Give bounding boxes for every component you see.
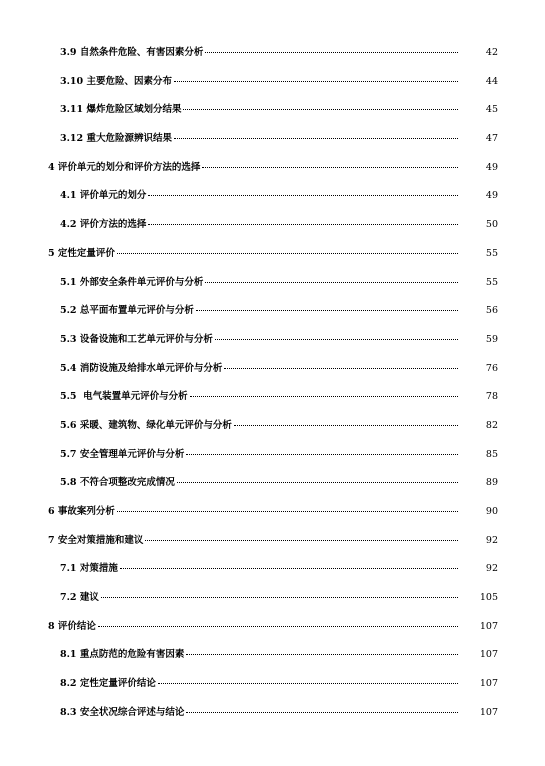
- toc-entry[interactable]: [0, 466, 545, 495]
- toc-entry[interactable]: [0, 323, 545, 352]
- toc-entry-title: 5.8 不符合项整改完成情况: [60, 477, 175, 489]
- toc-entry[interactable]: [0, 179, 545, 208]
- toc-page-number: 47: [485, 133, 498, 145]
- toc-page-number: 42: [485, 47, 498, 58]
- toc-entry[interactable]: [0, 667, 545, 696]
- toc-entry-title: 4.1 评价单元的划分: [60, 190, 147, 202]
- toc-entry-title: 5.7 安全管理单元评价与分析: [60, 448, 185, 460]
- toc-entry[interactable]: [0, 122, 545, 151]
- toc-entry-title: 6 事故案列分析: [48, 506, 115, 517]
- toc-dot-leader: [183, 109, 458, 110]
- toc-entry-title: 8.3 安全状况综合评述与结论: [60, 706, 185, 718]
- toc-entry-title: 7 安全对策措施和建议: [48, 534, 144, 546]
- toc-dot-leader: [234, 425, 458, 426]
- toc-dot-leader: [196, 310, 458, 311]
- toc-page-number: 45: [485, 104, 498, 116]
- toc-dot-leader: [145, 540, 458, 541]
- toc-page-number: 85: [485, 448, 498, 460]
- toc-entry-title: 7.2 建议: [60, 592, 99, 604]
- toc-entry[interactable]: [0, 208, 545, 237]
- toc-dot-leader: [148, 224, 458, 225]
- toc-page-number: 55: [485, 276, 498, 288]
- toc-entry[interactable]: [0, 409, 545, 438]
- toc-page-number: 55: [485, 247, 498, 259]
- toc-entry-title: 3.12 重大危险源辨识结果: [60, 133, 172, 145]
- toc-entry[interactable]: [0, 380, 545, 409]
- toc-dot-leader: [101, 597, 458, 598]
- toc-page-number: 59: [485, 333, 498, 345]
- toc-dot-leader: [205, 52, 458, 53]
- toc-dot-leader: [120, 568, 458, 569]
- toc-entry[interactable]: [0, 65, 545, 94]
- toc-entry-title: 7.1 对策措施: [60, 563, 118, 575]
- toc-page-number: 89: [485, 477, 498, 489]
- toc-entry-title: 5 定性定量评价: [48, 247, 115, 259]
- toc-dot-leader: [117, 511, 458, 512]
- toc-entry[interactable]: [0, 524, 545, 553]
- toc-page-number: 44: [485, 75, 498, 87]
- toc-dot-leader: [186, 712, 458, 713]
- toc-entry[interactable]: [0, 638, 545, 667]
- toc-dot-leader: [174, 138, 458, 139]
- toc-dot-leader: [205, 282, 458, 283]
- toc-entry-title: 8.1 重点防范的危险有害因素: [60, 649, 185, 661]
- toc-dot-leader: [215, 339, 458, 340]
- toc-entry-title: 5.4 消防设施及给排水单元评价与分析: [60, 362, 223, 374]
- toc-entry[interactable]: [0, 581, 545, 610]
- toc-dot-leader: [202, 167, 458, 168]
- toc-entry-title: 5.3 设备设施和工艺单元评价与分析: [60, 333, 213, 345]
- toc-dot-leader: [98, 626, 458, 627]
- toc-page-number: 107: [479, 649, 498, 661]
- toc-entry-title: 5.1 外部安全条件单元评价与分析: [60, 276, 204, 288]
- toc-dot-leader: [117, 253, 458, 254]
- toc-dot-leader: [177, 482, 458, 483]
- toc-page-number: 107: [479, 706, 498, 718]
- toc-page-number: 107: [479, 620, 498, 632]
- toc-dot-leader: [158, 683, 458, 684]
- toc-page-number: 92: [485, 534, 498, 546]
- toc-entry-title: 5.6 采暖、建筑物、绿化单元评价与分析: [60, 419, 232, 431]
- toc-entry[interactable]: [0, 93, 545, 122]
- toc-page-number: 82: [485, 419, 498, 431]
- toc-entry-title: 8.2 定性定量评价结论: [60, 678, 156, 690]
- toc-entry[interactable]: [0, 294, 545, 323]
- toc-entry-title: 5.2 总平面布置单元评价与分析: [60, 305, 194, 317]
- toc-entry[interactable]: [0, 696, 545, 725]
- toc-entry-title: 3.9 自然条件危险、有害因素分析: [60, 47, 204, 58]
- toc-dot-leader: [186, 654, 458, 655]
- toc-dot-leader: [174, 81, 458, 82]
- toc-dot-leader: [224, 368, 458, 369]
- toc-entry-title: 3.11 爆炸危险区域划分结果: [60, 104, 182, 116]
- toc-entry-title: 5.5 电气装置单元评价与分析: [60, 391, 188, 403]
- toc-entry[interactable]: [0, 438, 545, 467]
- toc-entry[interactable]: [0, 610, 545, 639]
- toc-dot-leader: [148, 195, 458, 196]
- toc-dot-leader: [186, 454, 458, 455]
- toc-page-number: 78: [485, 391, 498, 403]
- toc-entry[interactable]: [0, 352, 545, 381]
- toc-page-number: 76: [485, 362, 498, 374]
- toc-entry[interactable]: [0, 237, 545, 266]
- toc-entry[interactable]: [0, 266, 545, 295]
- toc-entry[interactable]: [0, 151, 545, 180]
- toc-page-number: 49: [485, 190, 498, 202]
- toc-dot-leader: [190, 396, 458, 397]
- toc-page-number: 105: [479, 592, 498, 604]
- toc-page-number: 107: [479, 678, 498, 690]
- toc-page-number: 56: [485, 305, 498, 317]
- toc-entry[interactable]: [0, 495, 545, 524]
- toc-entry-title: 3.10 主要危险、因素分布: [60, 75, 172, 87]
- toc-entry-title: 4.2 评价方法的选择: [60, 219, 147, 231]
- toc-entry-title: 8 评价结论: [48, 620, 96, 632]
- toc-entry-title: 4 评价单元的划分和评价方法的选择: [48, 161, 201, 173]
- toc-page-number: 50: [485, 219, 498, 231]
- toc-entry[interactable]: [0, 36, 545, 65]
- toc-page-number: 90: [485, 506, 498, 517]
- toc-entry[interactable]: [0, 552, 545, 581]
- toc-page-number: 92: [485, 563, 498, 575]
- toc-page-number: 49: [485, 161, 498, 173]
- table-of-contents: [0, 36, 545, 725]
